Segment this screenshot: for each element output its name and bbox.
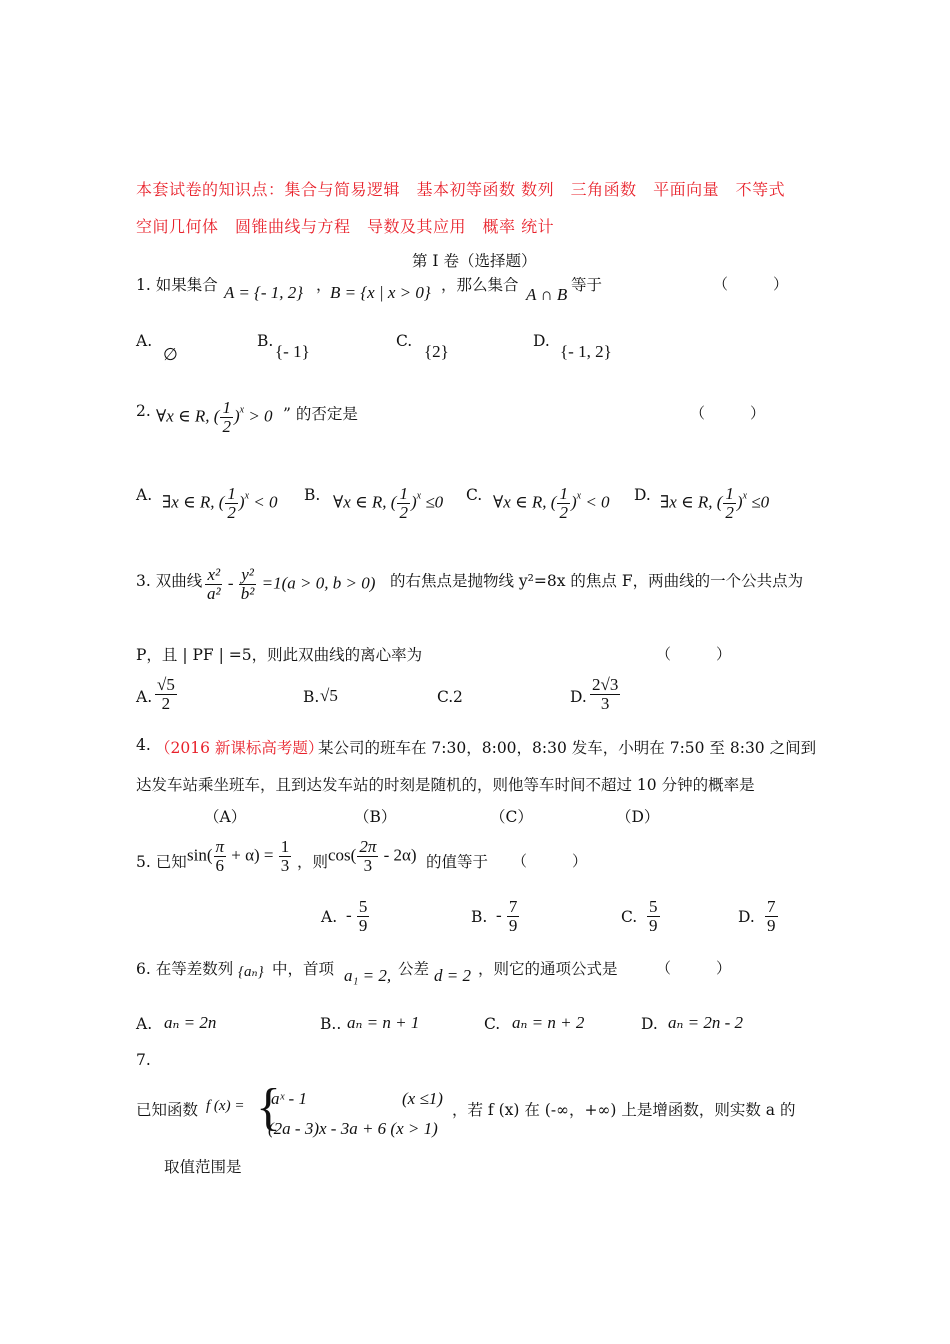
q3-option-b: √5 [320, 686, 338, 705]
q3-hyperbola-equation: $\frac{\text{x²}}{\text{a²}}$ - $\frac{\text{y²}}{\text{b²}}$ =1(a > 0, b > 0) [207, 565, 376, 603]
q6-mid-1: 中，首项 [272, 960, 335, 978]
q1-option-a-label: A. [136, 332, 153, 350]
q6-option-b: aₙ = n + 1 [347, 1013, 420, 1032]
q7-case-1-expression: aˣ - 1 [271, 1089, 307, 1108]
piecewise-brace: { [256, 1079, 281, 1136]
q1-answer-blank: （ ） [713, 275, 789, 293]
q4-source: （2016 新课标高考题） [155, 739, 324, 757]
q7-function-name: f (x) = [206, 1098, 245, 1114]
q1-set-b: B = {x | x > 0} [330, 283, 431, 302]
q2-option-c-label: C. [466, 486, 483, 504]
q5-option-d-label: D. [738, 908, 755, 926]
q7-suffix: ，若 f (x) 在 (-∞，+∞) 上是增函数，则实数 a 的 [452, 1101, 796, 1119]
q2-option-a: ∃x ∈ R, ( $\frac{1}{2}$ )$^x$ < 0 [162, 484, 278, 522]
q4-option-a: （A） [204, 808, 247, 826]
q5-option-c-label: C. [621, 908, 638, 926]
q3-option-d: $\frac{2√3}{3}$ [592, 675, 619, 713]
q1-option-b-label: B. [257, 332, 274, 350]
q2-answer-blank: （ ） [690, 404, 766, 422]
q4-line-1: 某公司的班车在 7:30，8:00，8:30 发车，小明在 7:50 至 8:30 之间到 [318, 739, 817, 757]
q2-suffix: ” 的否定是 [283, 405, 358, 423]
q7-case-1-condition: (x ≤1) [402, 1089, 443, 1108]
q6-mid-2: 公差 [398, 960, 430, 978]
q1-option-a: ∅ [163, 345, 178, 364]
q4-option-d: （D） [616, 808, 660, 826]
q4-line-2: 达发车站乘坐班车，且到达发车站的时刻是随机的，则他等车时间不超过 10 分钟的概率是 [136, 776, 755, 794]
q6-option-b-label: B.. [320, 1015, 342, 1033]
q6-first-term: a₁ = 2, [344, 966, 392, 985]
q6-suffix: ，则它的通项公式是 [478, 960, 618, 978]
q5-target-expression: cos( $\frac{2\pi}{3}$ - 2α) [328, 837, 417, 875]
q4-number: 4. [136, 736, 151, 754]
q6-option-d: aₙ = 2n - 2 [668, 1013, 744, 1032]
q3-option-c-label: C. [437, 688, 454, 706]
q3-line-2: P，且 | PF | =5，则此双曲线的离心率为 [136, 646, 423, 664]
q3-option-a: $\frac{√5}{2}$ [157, 675, 175, 713]
knowledge-points-line-1: 本套试卷的知识点：集合与简易逻辑 基本初等函数 数列 三角函数 平面向量 不等式 [136, 180, 786, 199]
q5-option-d: $\frac{7}{9}$ [767, 897, 776, 935]
q1-suffix: 等于 [571, 276, 603, 294]
q3-suffix: 的右焦点是抛物线 y²=8x 的焦点 F，两曲线的一个公共点为 [390, 572, 804, 590]
q5-option-a-label: A. [321, 908, 338, 926]
q2-prefix: 2. [136, 402, 151, 420]
q1-comma: ， [316, 276, 332, 294]
q4-option-b: （B） [354, 808, 397, 826]
q1-set-a: A = {- 1, 2} [224, 283, 304, 302]
q7-number: 7. [136, 1051, 151, 1069]
q3-option-c: 2 [453, 688, 463, 706]
q5-prefix: 5. 已知 [136, 853, 187, 871]
q1-prefix: 1. 如果集合 [136, 276, 218, 294]
q2-option-c: ∀x ∈ R, ( $\frac{1}{2}$ )$^x$ < 0 [493, 484, 610, 522]
q2-option-d-label: D. [634, 486, 651, 504]
q2-option-d: ∃x ∈ R, ( $\frac{1}{2}$ )$^x$ ≤0 [660, 484, 770, 522]
q5-then: ，则 [297, 853, 329, 871]
q6-prefix: 6. 在等差数列 [136, 960, 234, 978]
q1-option-c: {2} [424, 342, 449, 361]
q6-answer-blank: （ ） [656, 959, 732, 977]
q7-prefix: 已知函数 [136, 1101, 199, 1119]
q6-common-difference: d = 2 [434, 966, 471, 985]
q2-option-b-label: B. [304, 486, 321, 504]
q1-mid: ，那么集合 [441, 276, 519, 294]
q2-option-a-label: A. [136, 486, 153, 504]
q5-option-b-label: B. [471, 908, 488, 926]
q3-option-a-label: A. [136, 688, 153, 706]
knowledge-points-line-2: 空间几何体 圆锥曲线与方程 导数及其应用 概率 统计 [136, 217, 555, 236]
q5-option-c: $\frac{5}{9}$ [649, 897, 658, 935]
q3-option-d-label: D. [570, 688, 587, 706]
q3-option-b-label: B. [303, 688, 320, 706]
q1-option-c-label: C. [396, 332, 413, 350]
q2-option-b: ∀x ∈ R, ( $\frac{1}{2}$ )$^x$ ≤0 [333, 484, 444, 522]
q6-option-a-label: A. [136, 1015, 153, 1033]
section-title: 第 I 卷（选择题） [412, 252, 537, 270]
q5-answer-blank: （ ） [512, 852, 588, 870]
q5-option-a: - $\frac{5}{9}$ [346, 897, 368, 935]
q7-line-2: 取值范围是 [164, 1158, 242, 1176]
q5-suffix: 的值等于 [426, 853, 489, 871]
q7-case-2: (2a - 3)x - 3a + 6 (x > 1) [268, 1119, 438, 1138]
q3-prefix: 3. 双曲线 [136, 572, 203, 590]
q6-sequence: {aₙ} [238, 964, 264, 980]
q3-answer-blank: （ ） [656, 645, 732, 663]
q6-option-c-label: C. [484, 1015, 501, 1033]
q6-option-a: aₙ = 2n [164, 1013, 217, 1032]
q1-option-d-label: D. [533, 332, 550, 350]
q1-expression: A ∩ B [526, 285, 568, 304]
q4-option-c: （C） [490, 808, 533, 826]
q2-stem: ∀x ∈ R, ( $\frac{1}{2}$ )$^x$ > 0 [156, 398, 273, 436]
q1-option-b: {- 1} [275, 342, 310, 361]
q1-option-d: {- 1, 2} [560, 342, 612, 361]
q5-given-equation: sin( $\frac{\pi}{6}$ + α) = $\frac{1}{3}$ [187, 837, 290, 875]
q6-option-d-label: D. [641, 1015, 658, 1033]
q5-option-b: - $\frac{7}{9}$ [496, 897, 518, 935]
q6-option-c: aₙ = n + 2 [512, 1013, 585, 1032]
